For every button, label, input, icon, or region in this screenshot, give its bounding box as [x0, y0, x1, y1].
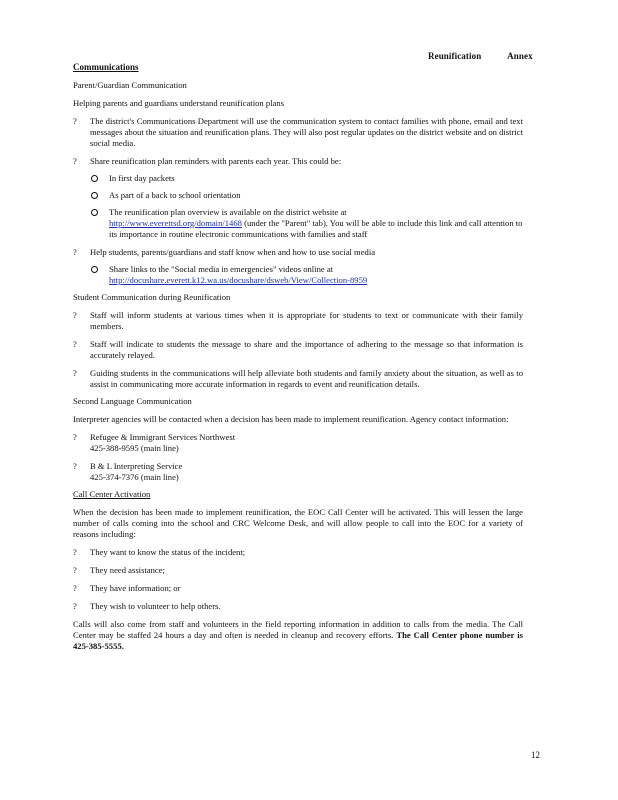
agency-item — [73, 461, 523, 483]
agency-item — [73, 432, 523, 454]
call-center-closing-text: Calls will also come from staff and volunteers in the field reporting information in addition to calls from the media. The Call Center may be staffed 24 hours a day and often is needed in cleanup and recovery efforts. — [73, 618, 523, 640]
section-title-communications: Communications — [73, 62, 139, 72]
list-item: ? Guiding students in the communications will help alleviate both students and family anxiety about the situation, as well as to assist in communicating more accurate information in regards to event and reunification details. — [73, 368, 523, 390]
subheading-parent-guardian: Parent/Guardian Communication — [73, 79, 187, 90]
sub-list-item-overview — [73, 207, 523, 240]
subheading-second-language: Second Language Communication — [73, 395, 192, 406]
agency-phone: 425-388-9595 (main line) — [90, 442, 179, 453]
call-center-intro: When the decision has been made to implement reunification, the EOC Call Center will be activated. This will lessen the large number of calls coming into the school and CRC Welcome Desk, and will allow people to call into the EOC for a variety of reasons including: — [73, 506, 523, 539]
sub-list-item-share — [73, 264, 523, 286]
list-item: ? Help students, parents/guardians and staff know when and how to use social media — [73, 247, 523, 258]
call-center-closing — [73, 619, 523, 652]
sub-list-item: In first day packets — [73, 173, 523, 184]
document-header — [428, 51, 533, 63]
header-annex: Annex — [507, 51, 533, 61]
social-media-videos-link[interactable]: http://docushare.everett.k12.wa.us/docushare/dsweb/View/Collection-8959 — [109, 274, 368, 285]
agency-phone: 425-374-7376 (main line) — [90, 471, 179, 482]
list-item: ? They have information; or — [73, 583, 523, 594]
header-reunification: Reunification — [428, 51, 482, 61]
list-item: ? They wish to volunteer to help others. — [73, 601, 523, 612]
overview-text: The reunification plan overview is available on the district website at — [109, 206, 347, 217]
list-item: ? They want to know the status of the incident; — [73, 547, 523, 558]
district-website-link[interactable]: http://www.everettsd.org/domain/1468 — [109, 217, 242, 228]
agency-name: Refugee & Immigrant Services Northwest — [90, 431, 236, 442]
parent-guardian-intro: Helping parents and guardians understand reunification plans — [73, 97, 284, 108]
list-item: ? Staff will indicate to students the message to share and the importance of adhering to the message so that information is accurately relayed. — [73, 339, 523, 361]
sub-list-item: As part of a back to school orientation — [73, 190, 523, 201]
document-body — [73, 62, 523, 652]
list-item: ? Staff will inform students at various times when it is appropriate for students to text or communicate with their family members. — [73, 310, 523, 332]
overview-text-after: (under the "Parent" tab). You will be able to include this link and call attention to its importance in routine electronic communications with families and staff — [109, 217, 523, 239]
call-center-phone: The Call Center phone number is 425-385-5555. — [73, 629, 523, 651]
share-text: Share links to the "Social media in emergencies" videos online at — [109, 263, 334, 274]
agency-name: B & L Interpreting Service — [90, 460, 183, 471]
second-language-intro: Interpreter agencies will be contacted when a decision has been made to implement reunification. Agency contact information: — [73, 413, 509, 424]
subheading-student: Student Communication during Reunification — [73, 291, 231, 302]
list-item: ? Share reunification plan reminders with parents each year. This could be: — [73, 156, 523, 167]
subheading-call-center: Call Center Activation — [73, 488, 151, 499]
list-item: ? The district's Communications Department will use the communication system to contact families with phone, email and text messages about the situation and reunification plans. They will also post regular updates on the district website and on district social media. — [73, 116, 523, 149]
list-item: ? They need assistance; — [73, 565, 523, 576]
page-number: 12 — [531, 750, 540, 760]
